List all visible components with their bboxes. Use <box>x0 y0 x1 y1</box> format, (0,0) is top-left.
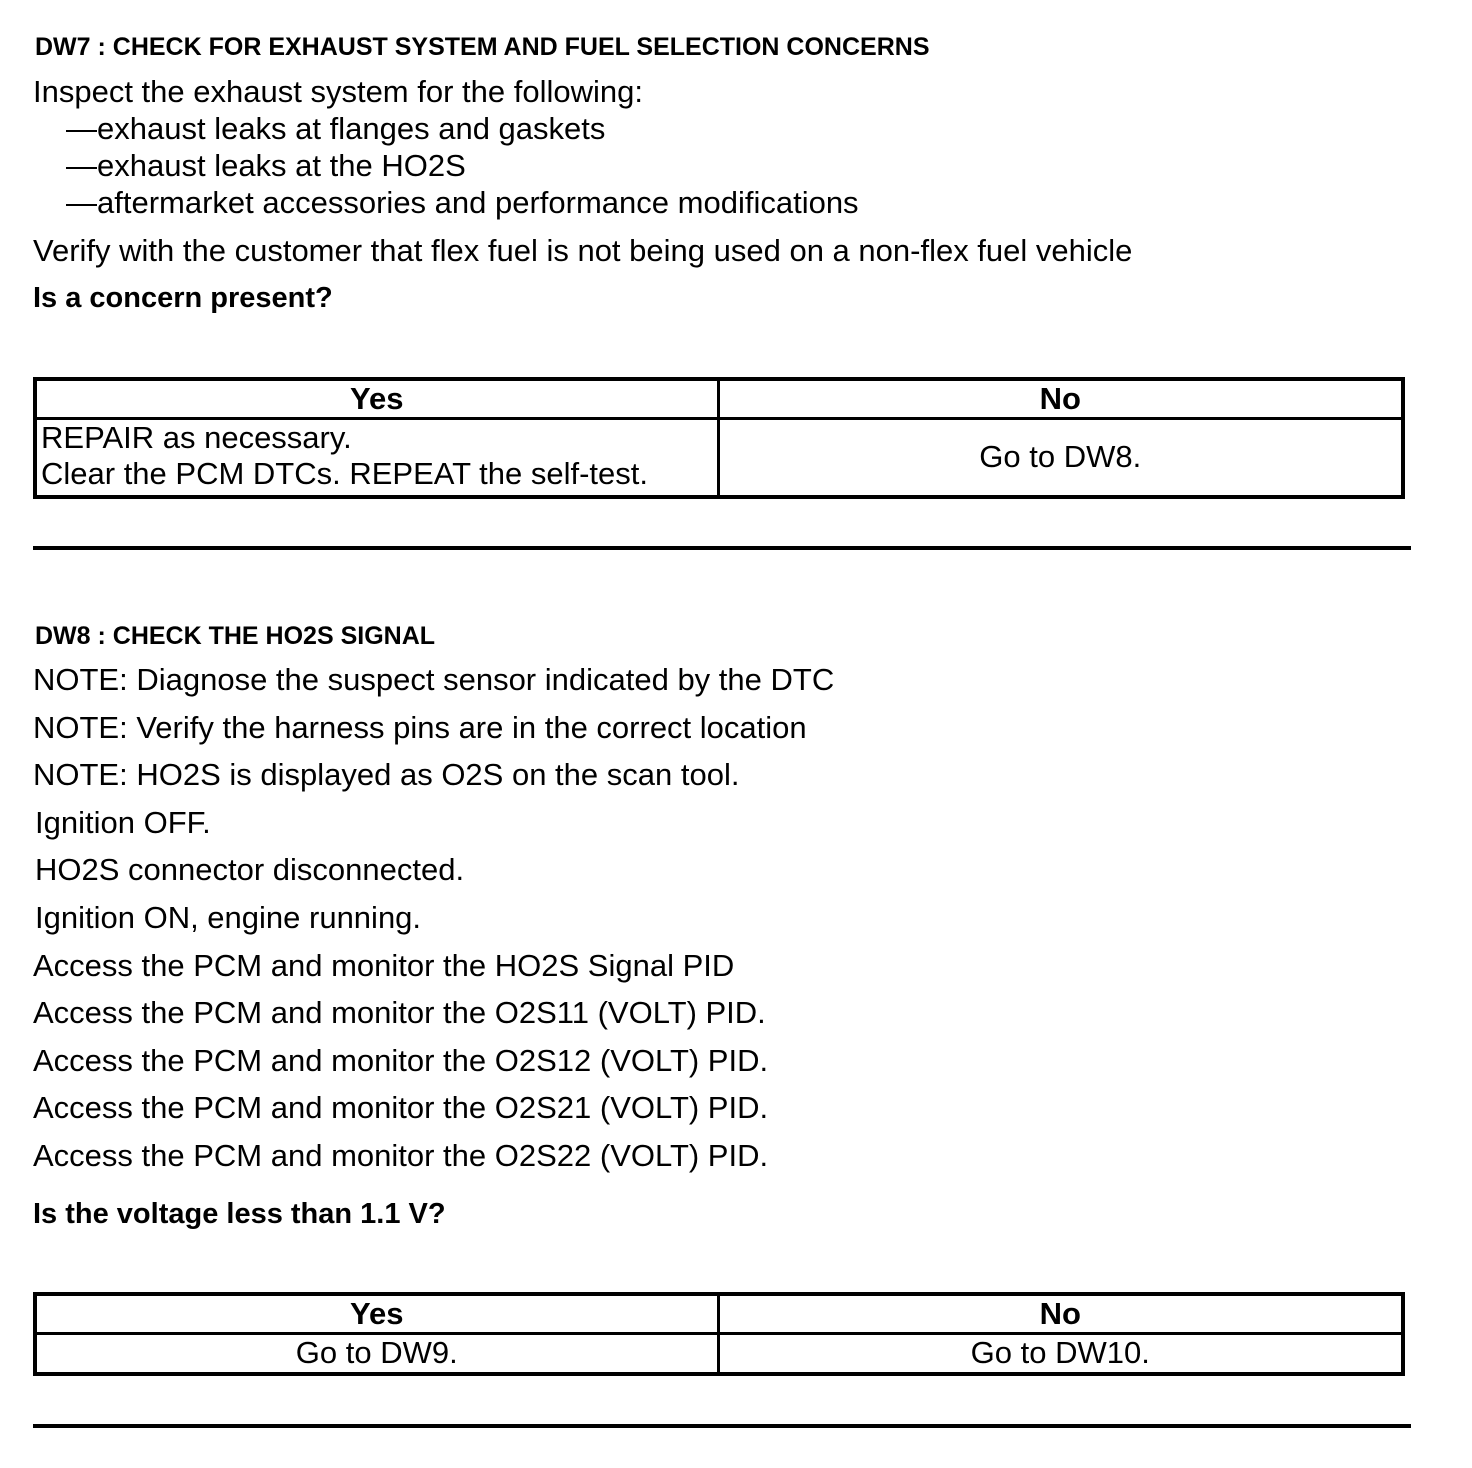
dw8-note-2: NOTE: Verify the harness pins are in the correct location <box>33 710 807 745</box>
dw8-no-cell: Go to DW10. <box>718 1334 1403 1374</box>
dw7-question: Is a concern present? <box>33 282 333 314</box>
section-divider <box>33 546 1411 550</box>
dw7-bullet-1: —exhaust leaks at flanges and gaskets <box>66 111 606 146</box>
dw8-no-header: No <box>718 1294 1403 1334</box>
dw7-heading: DW7 : CHECK FOR EXHAUST SYSTEM AND FUEL SELECTION CONCERNS <box>35 33 930 61</box>
dw7-bullet-2: —exhaust leaks at the HO2S <box>66 148 466 183</box>
dw8-step-4: Access the PCM and monitor the HO2S Signal PID <box>33 948 735 983</box>
dw7-verify: Verify with the customer that flex fuel is not being used on a non-flex fuel vehicle <box>33 233 1133 268</box>
dw8-yes-cell: Go to DW9. <box>35 1334 718 1374</box>
dw7-result-table <box>33 377 1405 499</box>
dw8-step-2: HO2S connector disconnected. <box>35 852 465 887</box>
dw8-question: Is the voltage less than 1.1 V? <box>33 1198 446 1230</box>
dw7-no-header: No <box>718 379 1403 419</box>
dw7-yes-header: Yes <box>35 379 718 419</box>
dw8-note-1: NOTE: Diagnose the suspect sensor indicated by the DTC <box>33 662 835 697</box>
dw8-step-5: Access the PCM and monitor the O2S11 (VOLT) PID. <box>33 995 766 1030</box>
dw8-yes-header: Yes <box>35 1294 718 1334</box>
dw8-step-8: Access the PCM and monitor the O2S22 (VOLT) PID. <box>33 1138 769 1173</box>
dw7-yes-line-1: REPAIR as necessary. <box>41 420 352 455</box>
dw8-result-table <box>33 1292 1405 1376</box>
dw8-step-6: Access the PCM and monitor the O2S12 (VOLT) PID. <box>33 1043 769 1078</box>
dw7-intro: Inspect the exhaust system for the following: <box>33 74 643 109</box>
dw8-step-7: Access the PCM and monitor the O2S21 (VOLT) PID. <box>33 1090 769 1125</box>
dw8-note-3: NOTE: HO2S is displayed as O2S on the scan tool. <box>33 757 740 792</box>
dw8-step-1: Ignition OFF. <box>35 805 211 840</box>
dw7-bullet-3: —aftermarket accessories and performance modifications <box>66 185 859 220</box>
dw7-yes-cell <box>35 419 718 497</box>
dw8-step-3: Ignition ON, engine running. <box>35 900 422 935</box>
dw7-yes-line-2: Clear the PCM DTCs. REPEAT the self-test. <box>41 456 648 491</box>
section-divider <box>33 1424 1411 1428</box>
dw7-no-cell: Go to DW8. <box>718 419 1403 497</box>
dw8-heading: DW8 : CHECK THE HO2S SIGNAL <box>35 622 436 650</box>
